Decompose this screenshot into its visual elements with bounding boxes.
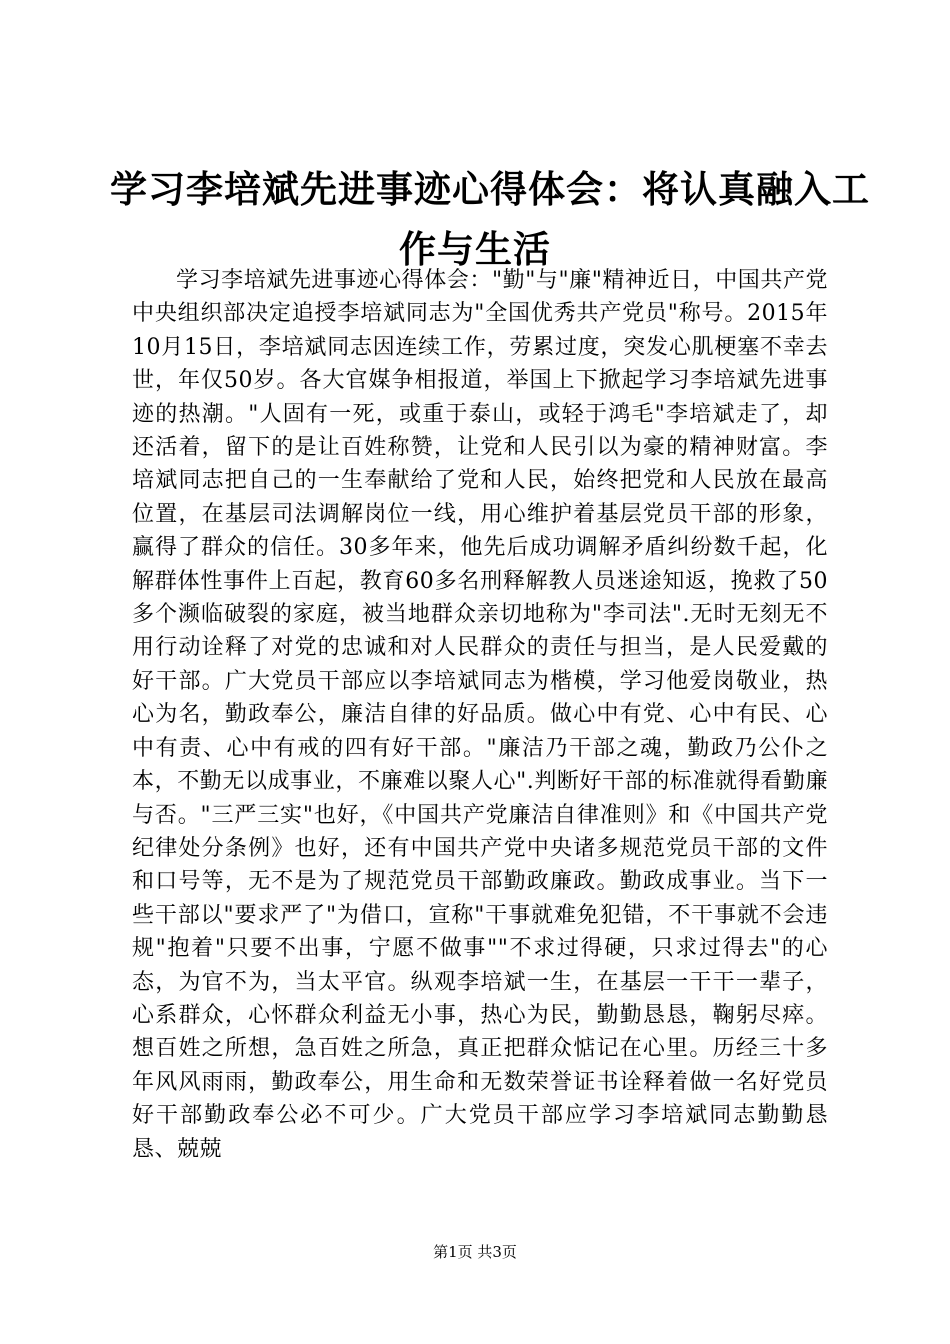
body-paragraph: 学习李培斌先进事迹心得体会："勤"与"廉"精神近日，中国共产党中央组织部决定追授李培斌同志为"全国优秀共产党员"称号。2015年10月15日，李培斌同志因连续工作，劳累过度，突发心肌梗塞不幸去世，年仅50岁。各大官媒争相报道，举国上下掀起学习李培斌先进事迹的热潮。"人固有一死，或重于泰山，或轻于鸿毛"李培斌走了，却还活着，留下的是让百姓称赞，让党和人民引以为豪的精神财富。李培斌同志把自己的一生奉献给了党和人民，始终把党和人民放在最高位置，在基层司法调解岗位一线，用心维护着基层党员干部的形象，赢得了群众的信任。30多年来，他先后成功调解矛盾纠纷数千起，化解群体性事件上百起，教育60多名刑释解教人员迷途知返，挽救了50多个濒临破裂的家庭，被当地群众亲切地称为"李司法".无时无刻无不用行动诠释了对党的忠诚和对人民群众的责任与担当，是人民爱戴的好干部。广大党员干部应以李培斌同志为楷模，学习他爱岗敬业，热心为名，勤政奉公，廉洁自律的好品质。做心中有党、心中有民、心中有责、心中有戒的四有好干部。"廉洁乃干部之魂，勤政乃公仆之本，不勤无以成事业，不廉难以聚人心".判断好干部的标准就得看勤廉与否。"三严三实"也好，《中国共产党廉洁自律准则》和《中国共产党纪律处分条例》也好，还有中国共产党中央诸多规范党员干部的文件和口号等，无不是为了规范党员干部勤政廉政。勤政成事业。当下一些干部以"要求严了"为借口，宣称"干事就难免犯错，不干事就不会违规"抱着"只要不出事，宁愿不做事""不求过得硬，只求过得去"的心态，为官不为，当太平官。纵观李培斌一生，在基层一干干一辈子，心系群众，心怀群众利益无小事，热心为民，勤勤恳恳，鞠躬尽瘁。想百姓之所想，急百姓之所急，真正把群众惦记在心里。历经三十多年风风雨雨，勤政奉公，用生命和无数荣誉证书诠释着做一名好党员好干部勤政奉公必不可少。广大党员干部应学习李培斌同志勤勤恳恳、兢兢 (132, 268, 828, 1162)
document-title-line-1: 学习李培斌先进事迹心得体会：将认真融入工 (110, 168, 870, 211)
document-title-line-2: 作与生活 (399, 228, 551, 271)
document-title (110, 160, 870, 280)
page-number-footer: 第1页 共3页 (433, 1243, 517, 1261)
